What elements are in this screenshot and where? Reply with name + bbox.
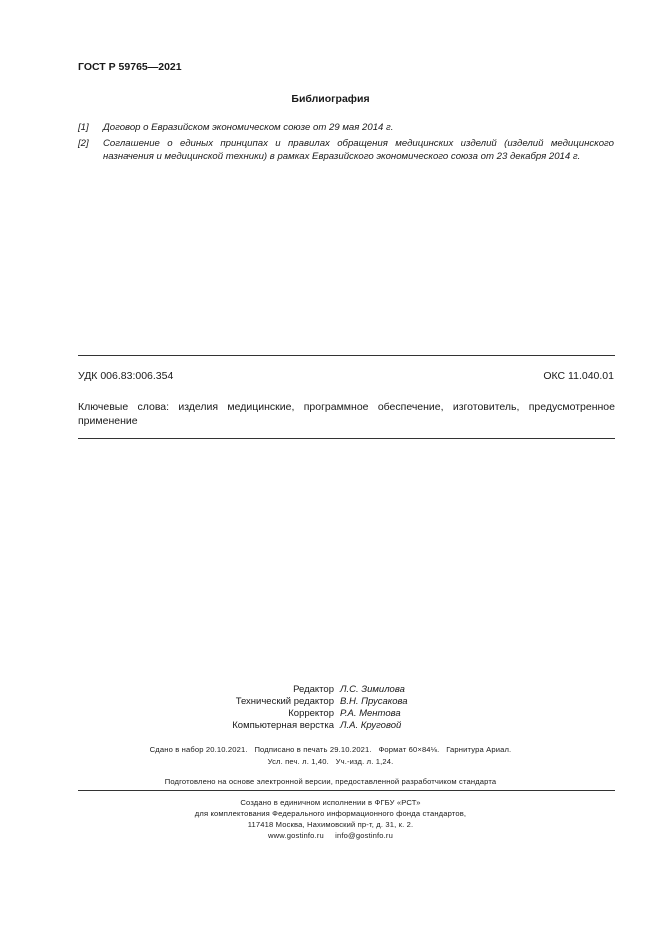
bibliography-item	[78, 121, 614, 134]
editor-name: В.Н. Прусакова	[340, 696, 408, 707]
bibliography-item	[78, 137, 614, 163]
editor-row	[0, 684, 661, 696]
bibliography-item-number: [1]	[78, 122, 89, 133]
footer-line: www.gostinfo.ru info@gostinfo.ru	[268, 831, 393, 840]
keywords-line: Ключевые слова: изделия медицинские, программное обеспечение, изготовитель, предусмотренное	[78, 401, 615, 413]
editor-name: Л.С. Зимилова	[340, 684, 405, 695]
bibliography-list	[78, 121, 614, 166]
editor-role: Компьютерная верстка	[232, 720, 334, 731]
prepared-note: Подготовлено на основе электронной версии, предоставленной разработчиком стандарта	[164, 777, 497, 786]
divider-footer	[78, 790, 615, 791]
publication-info	[0, 744, 661, 767]
publication-line: Сдано в набор 20.10.2021. Подписано в печать 29.10.2021. Формат 60×84⅛. Гарнитура Ариал.	[149, 745, 512, 754]
footer-line: Создано в единичном исполнении в ФГБУ «РСТ»	[240, 798, 421, 807]
editor-row	[0, 708, 661, 720]
publication-line: Усл. печ. л. 1,40. Уч.-изд. л. 1,24.	[267, 756, 394, 766]
editor-role: Редактор	[293, 684, 334, 695]
editor-role: Технический редактор	[235, 696, 334, 707]
editors-block	[0, 684, 661, 732]
footer-info	[0, 797, 661, 841]
editor-name: Р.А. Ментова	[340, 708, 401, 719]
divider-keywords	[78, 438, 615, 439]
divider-top	[78, 355, 615, 356]
standard-number: ГОСТ Р 59765—2021	[78, 61, 182, 73]
editor-row	[0, 696, 661, 708]
oks-code: ОКС 11.040.01	[543, 370, 614, 382]
bibliography-title: Библиография	[291, 93, 370, 105]
footer-line: 117418 Москва, Нахимовский пр-т, д. 31, к. 2.	[247, 820, 414, 829]
editor-row	[0, 720, 661, 732]
editor-role: Корректор	[288, 708, 334, 719]
udk-code: УДК 006.83:006.354	[78, 370, 174, 382]
bibliography-item-text: Договор о Евразийском экономическом союзе от 29 мая 2014 г.	[103, 122, 394, 133]
editor-name: Л.А. Круговой	[340, 720, 402, 731]
keywords	[78, 400, 615, 428]
bibliography-item-text: Соглашение о единых принципах и правилах обращения медицинских изделий (изделий медицинского назначения и медицинской техники) в рамках Евразийского экономического союза от 23 декабря 2014 г.	[103, 138, 614, 162]
footer-line: для комплектования Федерального информационного фонда стандартов,	[194, 809, 467, 818]
bibliography-item-number: [2]	[78, 138, 89, 149]
keywords-line: применение	[78, 415, 138, 427]
